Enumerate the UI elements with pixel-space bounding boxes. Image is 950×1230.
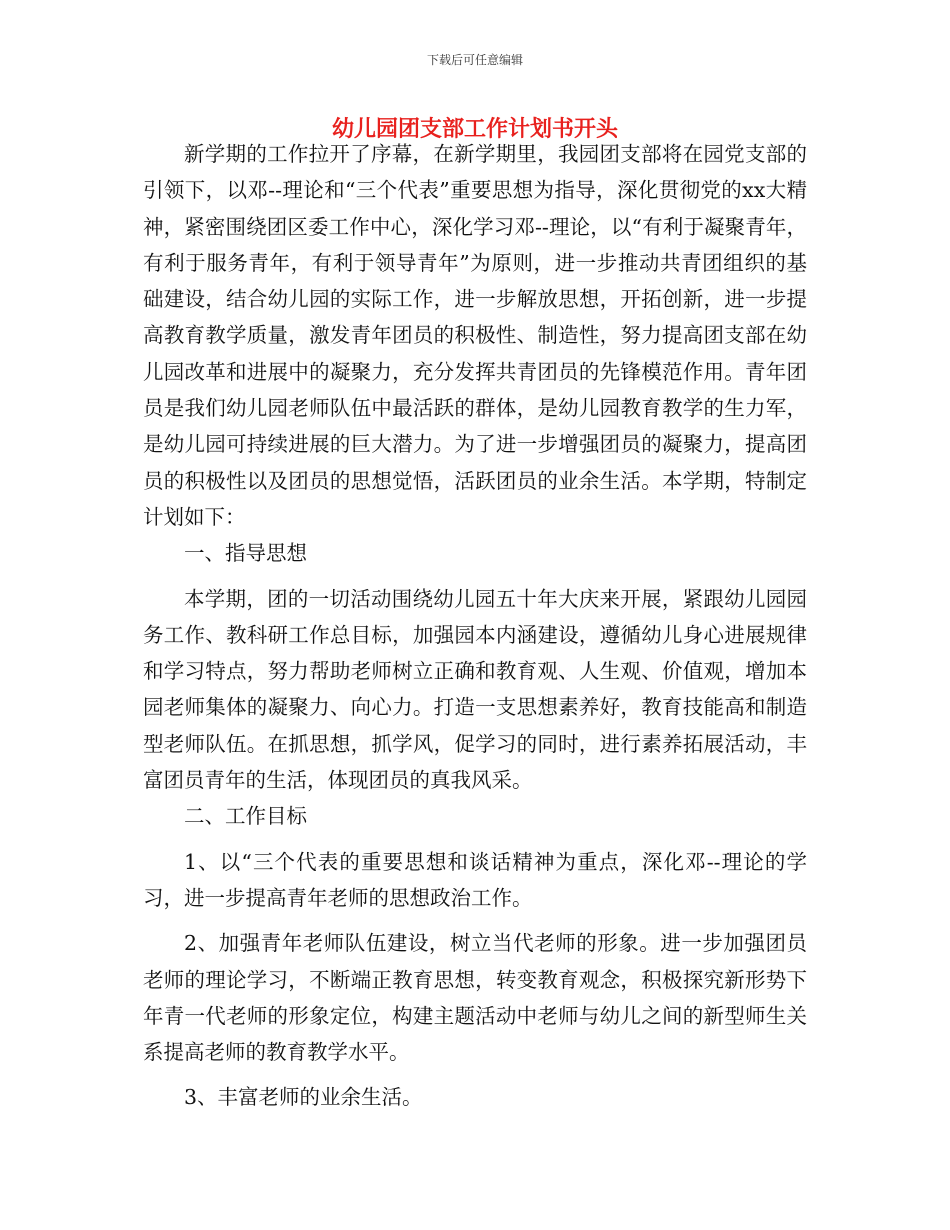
- goal-item-1: 1、以“三个代表的重要思想和谈话精神为重点，深化邓--理论的学习，进一步提高青年老师的思想政治工作。: [143, 849, 807, 910]
- guiding-ideology-paragraph: 本学期，团的一切活动围绕幼儿园五十年大庆来开展，紧跟幼儿园园务工作、教科研工作总目标，加强园本内涵建设，遵循幼儿身心进展规律和学习特点，努力帮助老师树立正确和教育观、人生观、价值观，增加本园老师集体的凝聚力、向心力。打造一支思想素养好，教育技能高和制造型老师队伍。在抓思想，抓学风，促学习的同时，进行素养拓展活动，丰富团员青年的生活，体现团员的真我风采。: [143, 586, 807, 793]
- document-body: [143, 136, 807, 1116]
- goal-item-2: 2、加强青年老师队伍建设，树立当代老师的形象。进一步加强团员老师的理论学习，不断端正教育思想，转变教育观念，积极探究新形势下年青一代老师的形象定位，构建主题活动中老师与幼儿之间的新型师生关系提高老师的教育教学水平。: [143, 931, 807, 1065]
- page-header: 下载后可任意编辑: [426, 53, 523, 67]
- intro-paragraph: 新学期的工作拉开了序幕，在新学期里，我园团支部将在园党支部的引领下，以邓--理论和“三个代表”重要思想为指导，深化贯彻党的xx大精神，紧密围绕团区委工作中心，深化学习邓--理论，以“有利于凝聚青年，有利于服务青年，有利于领导青年”为原则，进一步推动共青团组织的基础建设，结合幼儿园的实际工作，进一步解放思想，开拓创新，进一步提高教育教学质量，激发青年团员的积极性、制造性，努力提高团支部在幼儿园改革和进展中的凝聚力，充分发挥共青团员的先锋模范作用。青年团员是我们幼儿园老师队伍中最活跃的群体，是幼儿园教育教学的生力军，是幼儿园可持续进展的巨大潜力。为了进一步增强团员的凝聚力，提高团员的积极性以及团员的思想觉悟，活跃团员的业余生活。本学期，特制定计划如下：: [143, 142, 807, 529]
- goal-item-3: 3、丰富老师的业余生活。: [184, 1085, 423, 1110]
- section-heading-guiding-ideology: 一、指导思想: [184, 541, 307, 566]
- document-title: 幼儿园团支部工作计划书开头: [331, 116, 618, 142]
- section-heading-work-goals: 二、工作目标: [184, 804, 307, 829]
